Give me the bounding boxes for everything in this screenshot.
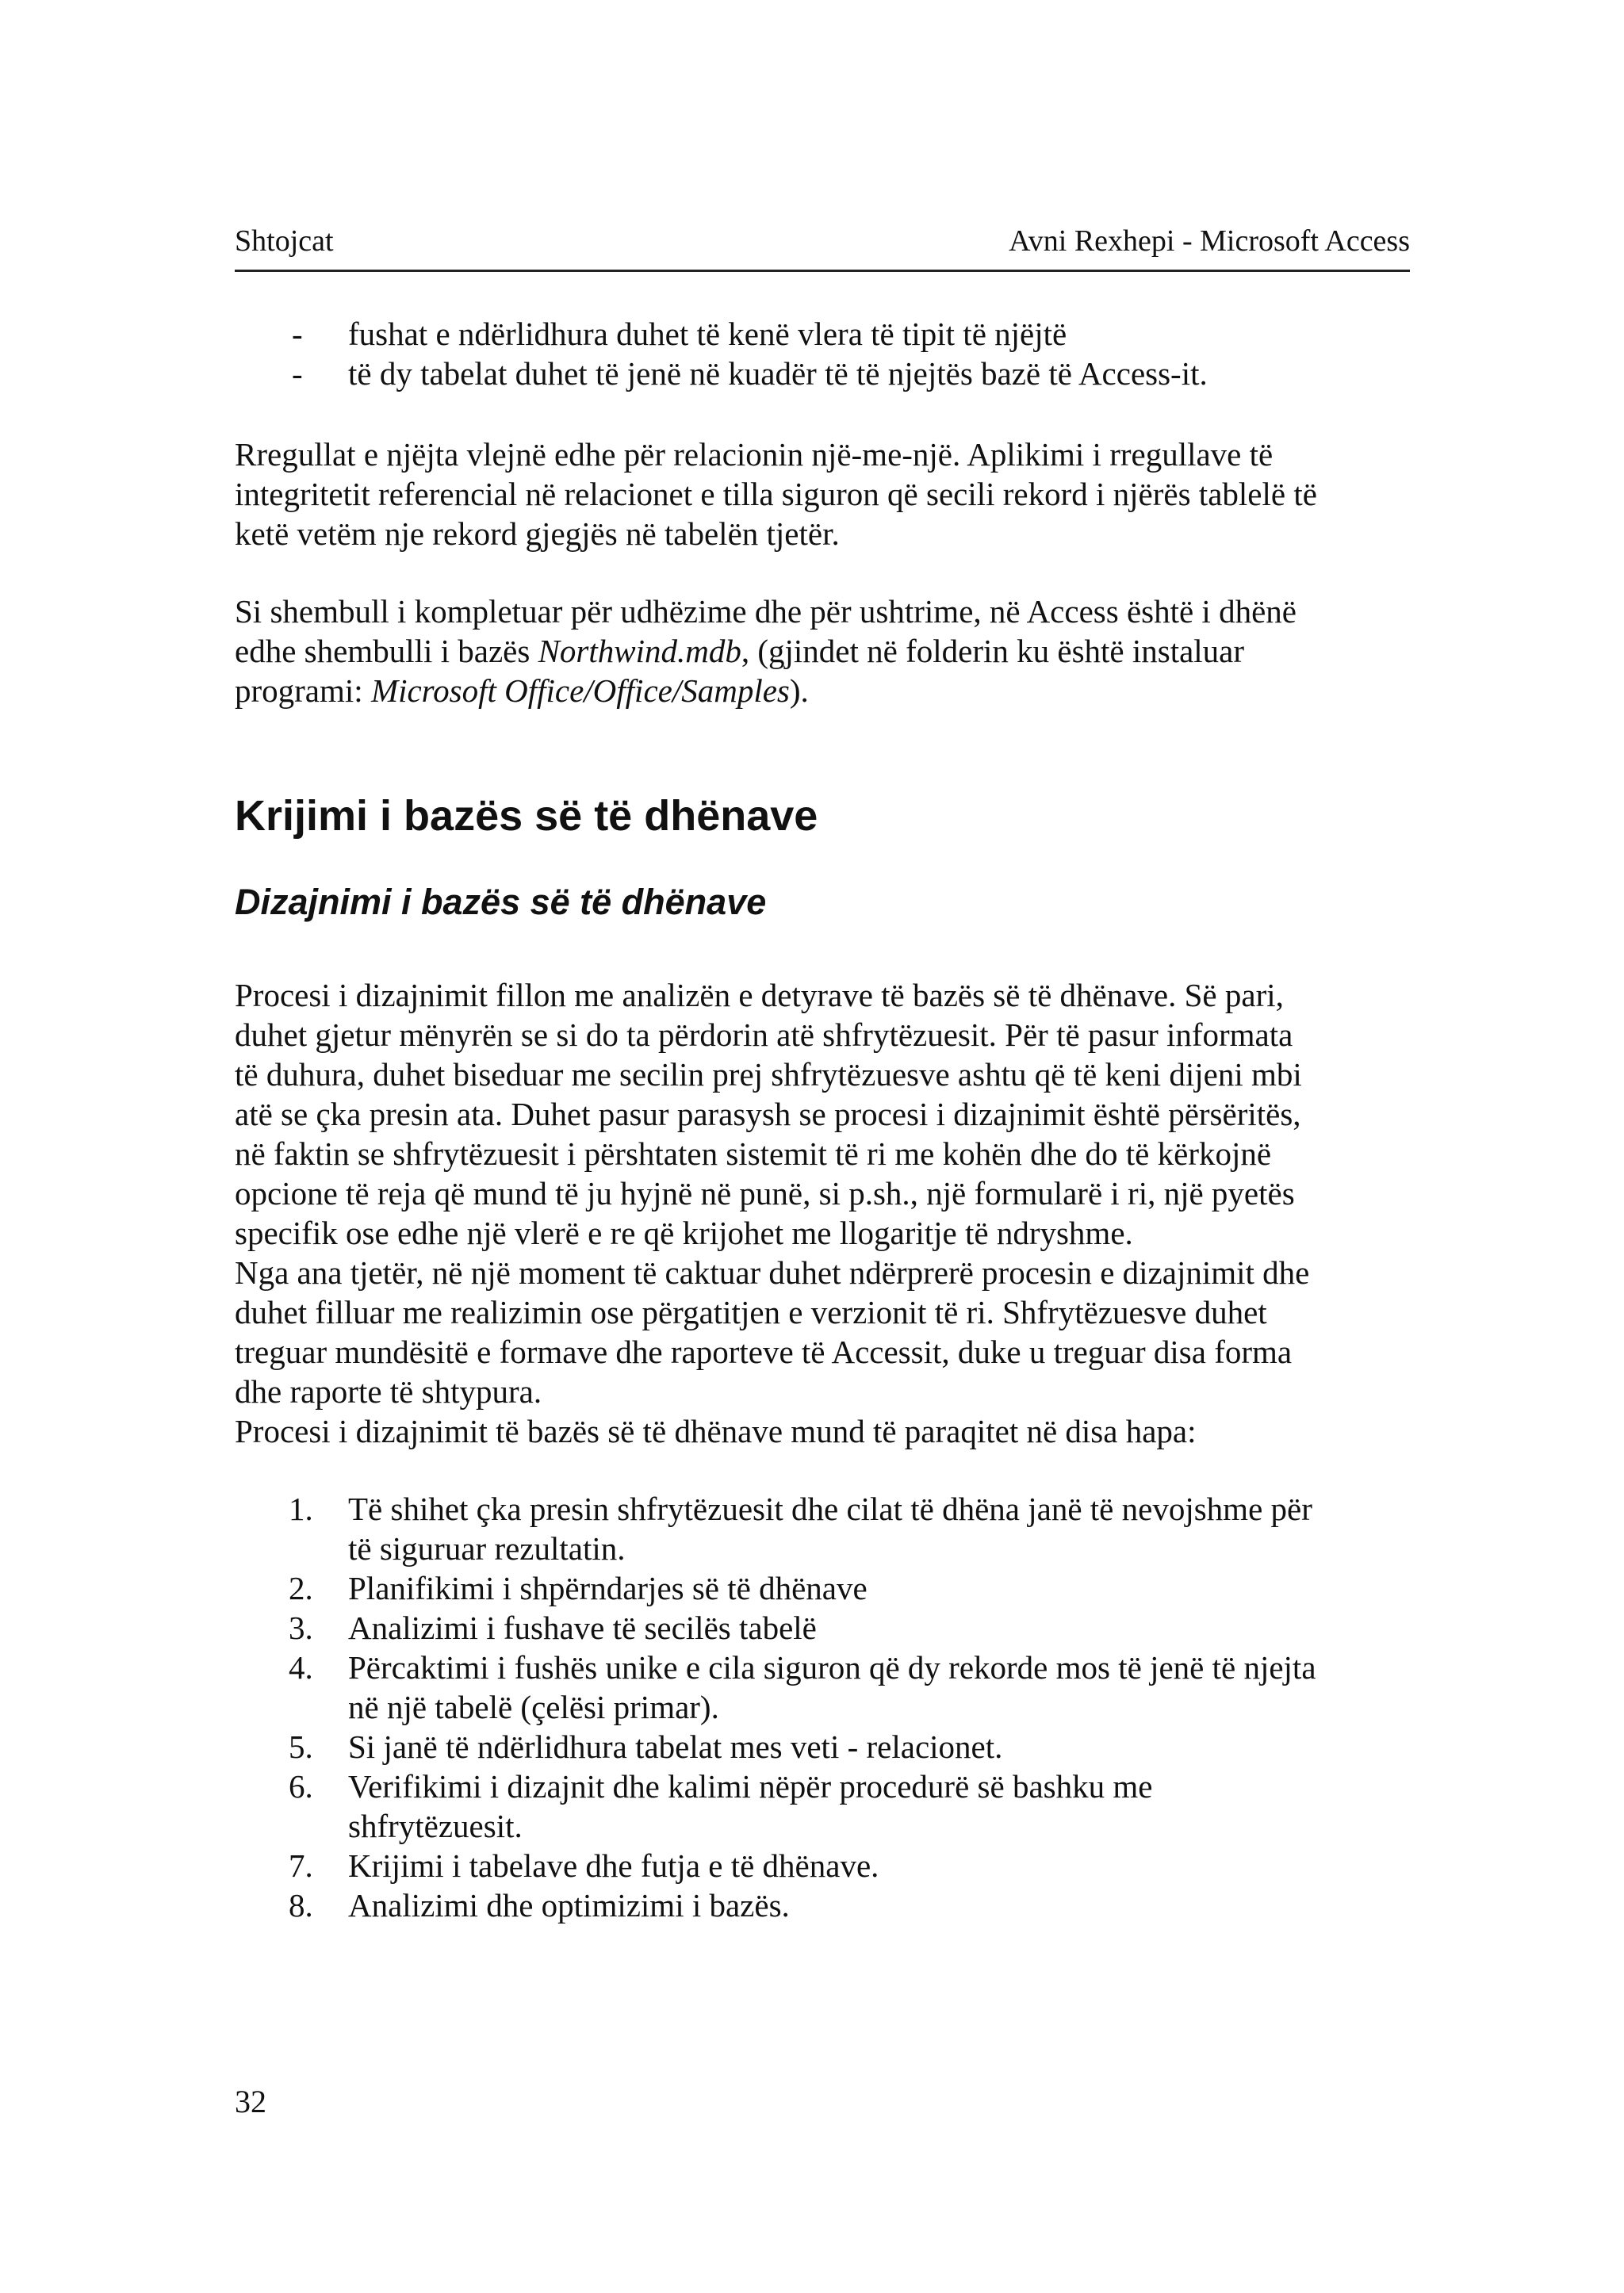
- step-line: Krijimi i tabelave dhe futja e të dhënave.: [348, 1847, 879, 1884]
- list-item: [235, 1767, 1410, 1846]
- page-number: 32: [235, 2084, 266, 2119]
- filename-italic: Northwind.mdb: [538, 633, 741, 669]
- text-run: ).: [789, 672, 809, 709]
- step-number: 2.: [289, 1570, 313, 1606]
- step-line: Si janë të ndërlidhura tabelat mes veti - relacionet.: [348, 1728, 1003, 1765]
- list-item: [235, 314, 1410, 354]
- dash-bullet: -: [292, 355, 303, 392]
- paragraph-line: specifik ose edhe një vlerë e re që krijohet me llogaritje të ndryshme.: [235, 1215, 1133, 1251]
- paragraph-referential-integrity: [235, 434, 1408, 553]
- paragraph-line: [235, 631, 1408, 671]
- section-heading: Krijimi i bazës së të dhënave: [235, 792, 818, 840]
- paragraph-northwind-example: [235, 591, 1408, 710]
- step-number: 8.: [289, 1887, 313, 1924]
- step-line: Analizimi i fushave të secilës tabelë: [348, 1610, 817, 1646]
- dash-list: [235, 314, 1410, 393]
- paragraph-line: Si shembull i kompletuar për udhëzime dhe për ushtrime, në Access është i dhënë: [235, 593, 1297, 630]
- list-item: [235, 1568, 1410, 1608]
- paragraph-line: Nga ana tjetër, në një moment të caktuar duhet ndërprerë procesin e dizajnimit dhe: [235, 1254, 1310, 1291]
- step-line: Përcaktimi i fushës unike e cila siguron që dy rekorde mos të jenë të njejta: [348, 1649, 1316, 1686]
- paragraph-design-process: [235, 975, 1408, 1451]
- header-chapter: Shtojcat: [235, 224, 334, 258]
- step-line: Të shihet çka presin shfrytëzuesit dhe cilat të dhëna janë të nevojshme për: [348, 1491, 1312, 1527]
- step-line: Verifikimi i dizajnit dhe kalimi nëpër procedurë së bashku me: [348, 1768, 1153, 1805]
- list-item: [235, 1727, 1410, 1767]
- paragraph-line: opcione të reja që mund të ju hyjnë në punë, si p.sh., një formularë i ri, një pyetës: [235, 1175, 1295, 1212]
- paragraph-line: duhet gjetur mënyrën se si do ta përdorin atë shfrytëzuesit. Për të pasur informata: [235, 1016, 1293, 1053]
- list-item: [235, 1648, 1410, 1727]
- paragraph-line: Procesi i dizajnimit të bazës së të dhënave mund të paraqitet në disa hapa:: [235, 1413, 1197, 1449]
- design-steps-list: [235, 1489, 1410, 1925]
- list-item: [235, 354, 1410, 393]
- paragraph-line: [235, 671, 1408, 710]
- list-item: [235, 1885, 1410, 1925]
- paragraph-line: ketë vetëm nje rekord gjegjës në tabelën tjetër.: [235, 515, 840, 552]
- step-number: 3.: [289, 1610, 313, 1646]
- step-number: 1.: [289, 1491, 313, 1527]
- paragraph-line: duhet filluar me realizimin ose përgatitjen e verzionit të ri. Shfrytëzuesve duhet: [235, 1294, 1267, 1330]
- running-header: [235, 222, 1410, 272]
- list-item: [235, 1489, 1410, 1568]
- paragraph-line: Procesi i dizajnimit fillon me analizën e detyrave të bazës së të dhënave. Së pari,: [235, 977, 1284, 1013]
- step-line: shfrytëzuesit.: [348, 1808, 523, 1844]
- step-number: 7.: [289, 1847, 313, 1884]
- paragraph-line: integritetit referencial në relacionet e tilla siguron që secili rekord i njërës tablelë të: [235, 476, 1317, 512]
- header-author-title: Avni Rexhepi - Microsoft Access: [1009, 224, 1410, 258]
- paragraph-line: në faktin se shfrytëzuesit i përshtaten sistemit të ri me kohën dhe do të kërkojnë: [235, 1135, 1272, 1172]
- paragraph-line: Rregullat e njëjta vlejnë edhe për relacionin një-me-një. Aplikimi i rregullave të: [235, 436, 1274, 473]
- step-number: 4.: [289, 1649, 313, 1686]
- step-line: të siguruar rezultatin.: [348, 1530, 626, 1567]
- paragraph-line: atë se çka presin ata. Duhet pasur parasysh se procesi i dizajnimit është përsëritës,: [235, 1096, 1301, 1132]
- list-item-text: fushat e ndërlidhura duhet të kenë vlera të tipit të njëjtë: [348, 316, 1067, 352]
- paragraph-line: treguar mundësitë e formave dhe raporteve të Accessit, duke u treguar disa forma: [235, 1334, 1293, 1370]
- dash-bullet: -: [292, 316, 303, 352]
- list-item: [235, 1608, 1410, 1648]
- list-item: [235, 1846, 1410, 1885]
- text-run: , (gjindet në folderin ku është instaluar: [741, 633, 1245, 669]
- text-run: edhe shembulli i bazës: [235, 633, 538, 669]
- step-line: Planifikimi i shpërndarjes së të dhënave: [348, 1570, 868, 1606]
- step-line: në një tabelë (çelësi primar).: [348, 1689, 719, 1725]
- step-number: 6.: [289, 1768, 313, 1805]
- list-item-text: të dy tabelat duhet të jenë në kuadër të të njejtës bazë të Access-it.: [348, 355, 1208, 392]
- paragraph-line: të duhura, duhet biseduar me secilin prej shfrytëzuesve ashtu që të keni dijeni mbi: [235, 1056, 1302, 1093]
- step-number: 5.: [289, 1728, 313, 1765]
- text-run: programi:: [235, 672, 371, 709]
- step-line: Analizimi dhe optimizimi i bazës.: [348, 1887, 790, 1924]
- paragraph-line: dhe raporte të shtypura.: [235, 1373, 542, 1410]
- subsection-heading: Dizajnimi i bazës së të dhënave: [235, 882, 767, 922]
- folder-path-italic: Microsoft Office/Office/Samples: [370, 672, 790, 709]
